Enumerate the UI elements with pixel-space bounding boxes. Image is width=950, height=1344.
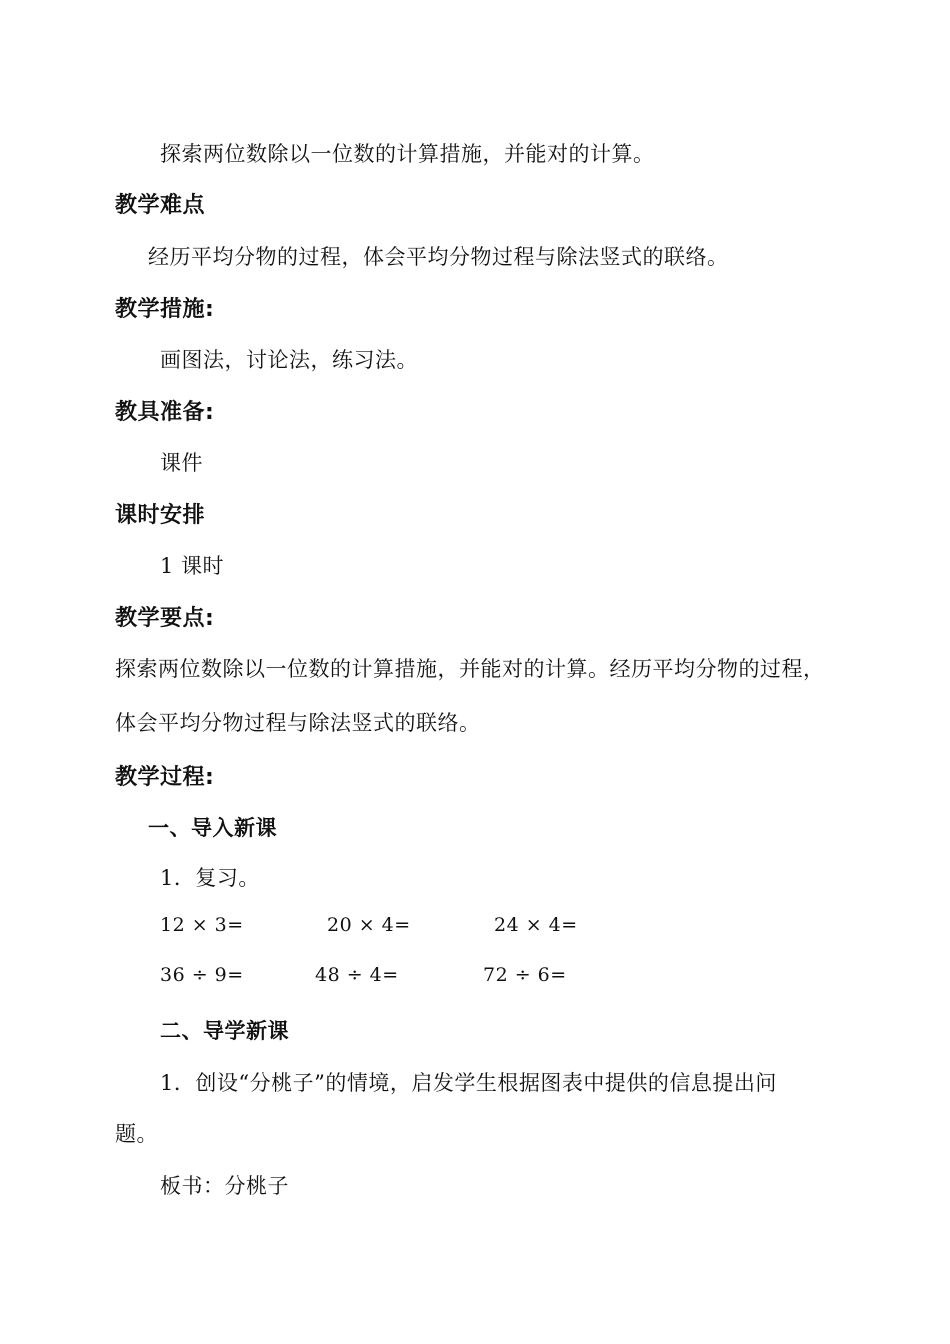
heading-methods: 教学措施: — [115, 297, 215, 322]
exercise: 24 × 4= — [494, 914, 578, 936]
paragraph: 探索两位数除以一位数的计算措施，并能对的计算。经历平均分物的过程， — [115, 657, 825, 681]
section-title: 一、导入新课 — [148, 816, 277, 840]
exercise: 20 × 4= — [327, 914, 411, 936]
paragraph: 课件 — [160, 451, 203, 475]
exercise: 72 ÷ 6= — [483, 964, 567, 986]
paragraph: 探索两位数除以一位数的计算措施，并能对的计算。 — [160, 142, 655, 166]
heading-difficult-points: 教学难点 — [115, 193, 206, 218]
board-note: 板书：分桃子 — [160, 1174, 289, 1198]
heading-tools: 教具准备: — [115, 400, 215, 425]
paragraph: 体会平均分物过程与除法竖式的联络。 — [115, 711, 481, 735]
heading-schedule: 课时安排 — [115, 503, 206, 528]
paragraph: 画图法，讨论法，练习法。 — [160, 348, 418, 372]
exercise: 48 ÷ 4= — [315, 964, 399, 986]
exercise: 12 × 3= — [160, 914, 244, 936]
paragraph: 1 课时 — [160, 554, 225, 578]
paragraph: 经历平均分物的过程，体会平均分物过程与除法竖式的联络。 — [148, 245, 729, 269]
exercise: 36 ÷ 9= — [160, 964, 244, 986]
heading-key-points: 教学要点: — [115, 606, 215, 631]
list-item: 1．创设“分桃子”的情境，启发学生根据图表中提供的信息提出问 — [160, 1071, 777, 1095]
section-title: 二、导学新课 — [160, 1019, 289, 1043]
paragraph: 题。 — [115, 1122, 158, 1146]
heading-process: 教学过程: — [115, 765, 215, 790]
list-item: 1．复习。 — [160, 866, 260, 890]
